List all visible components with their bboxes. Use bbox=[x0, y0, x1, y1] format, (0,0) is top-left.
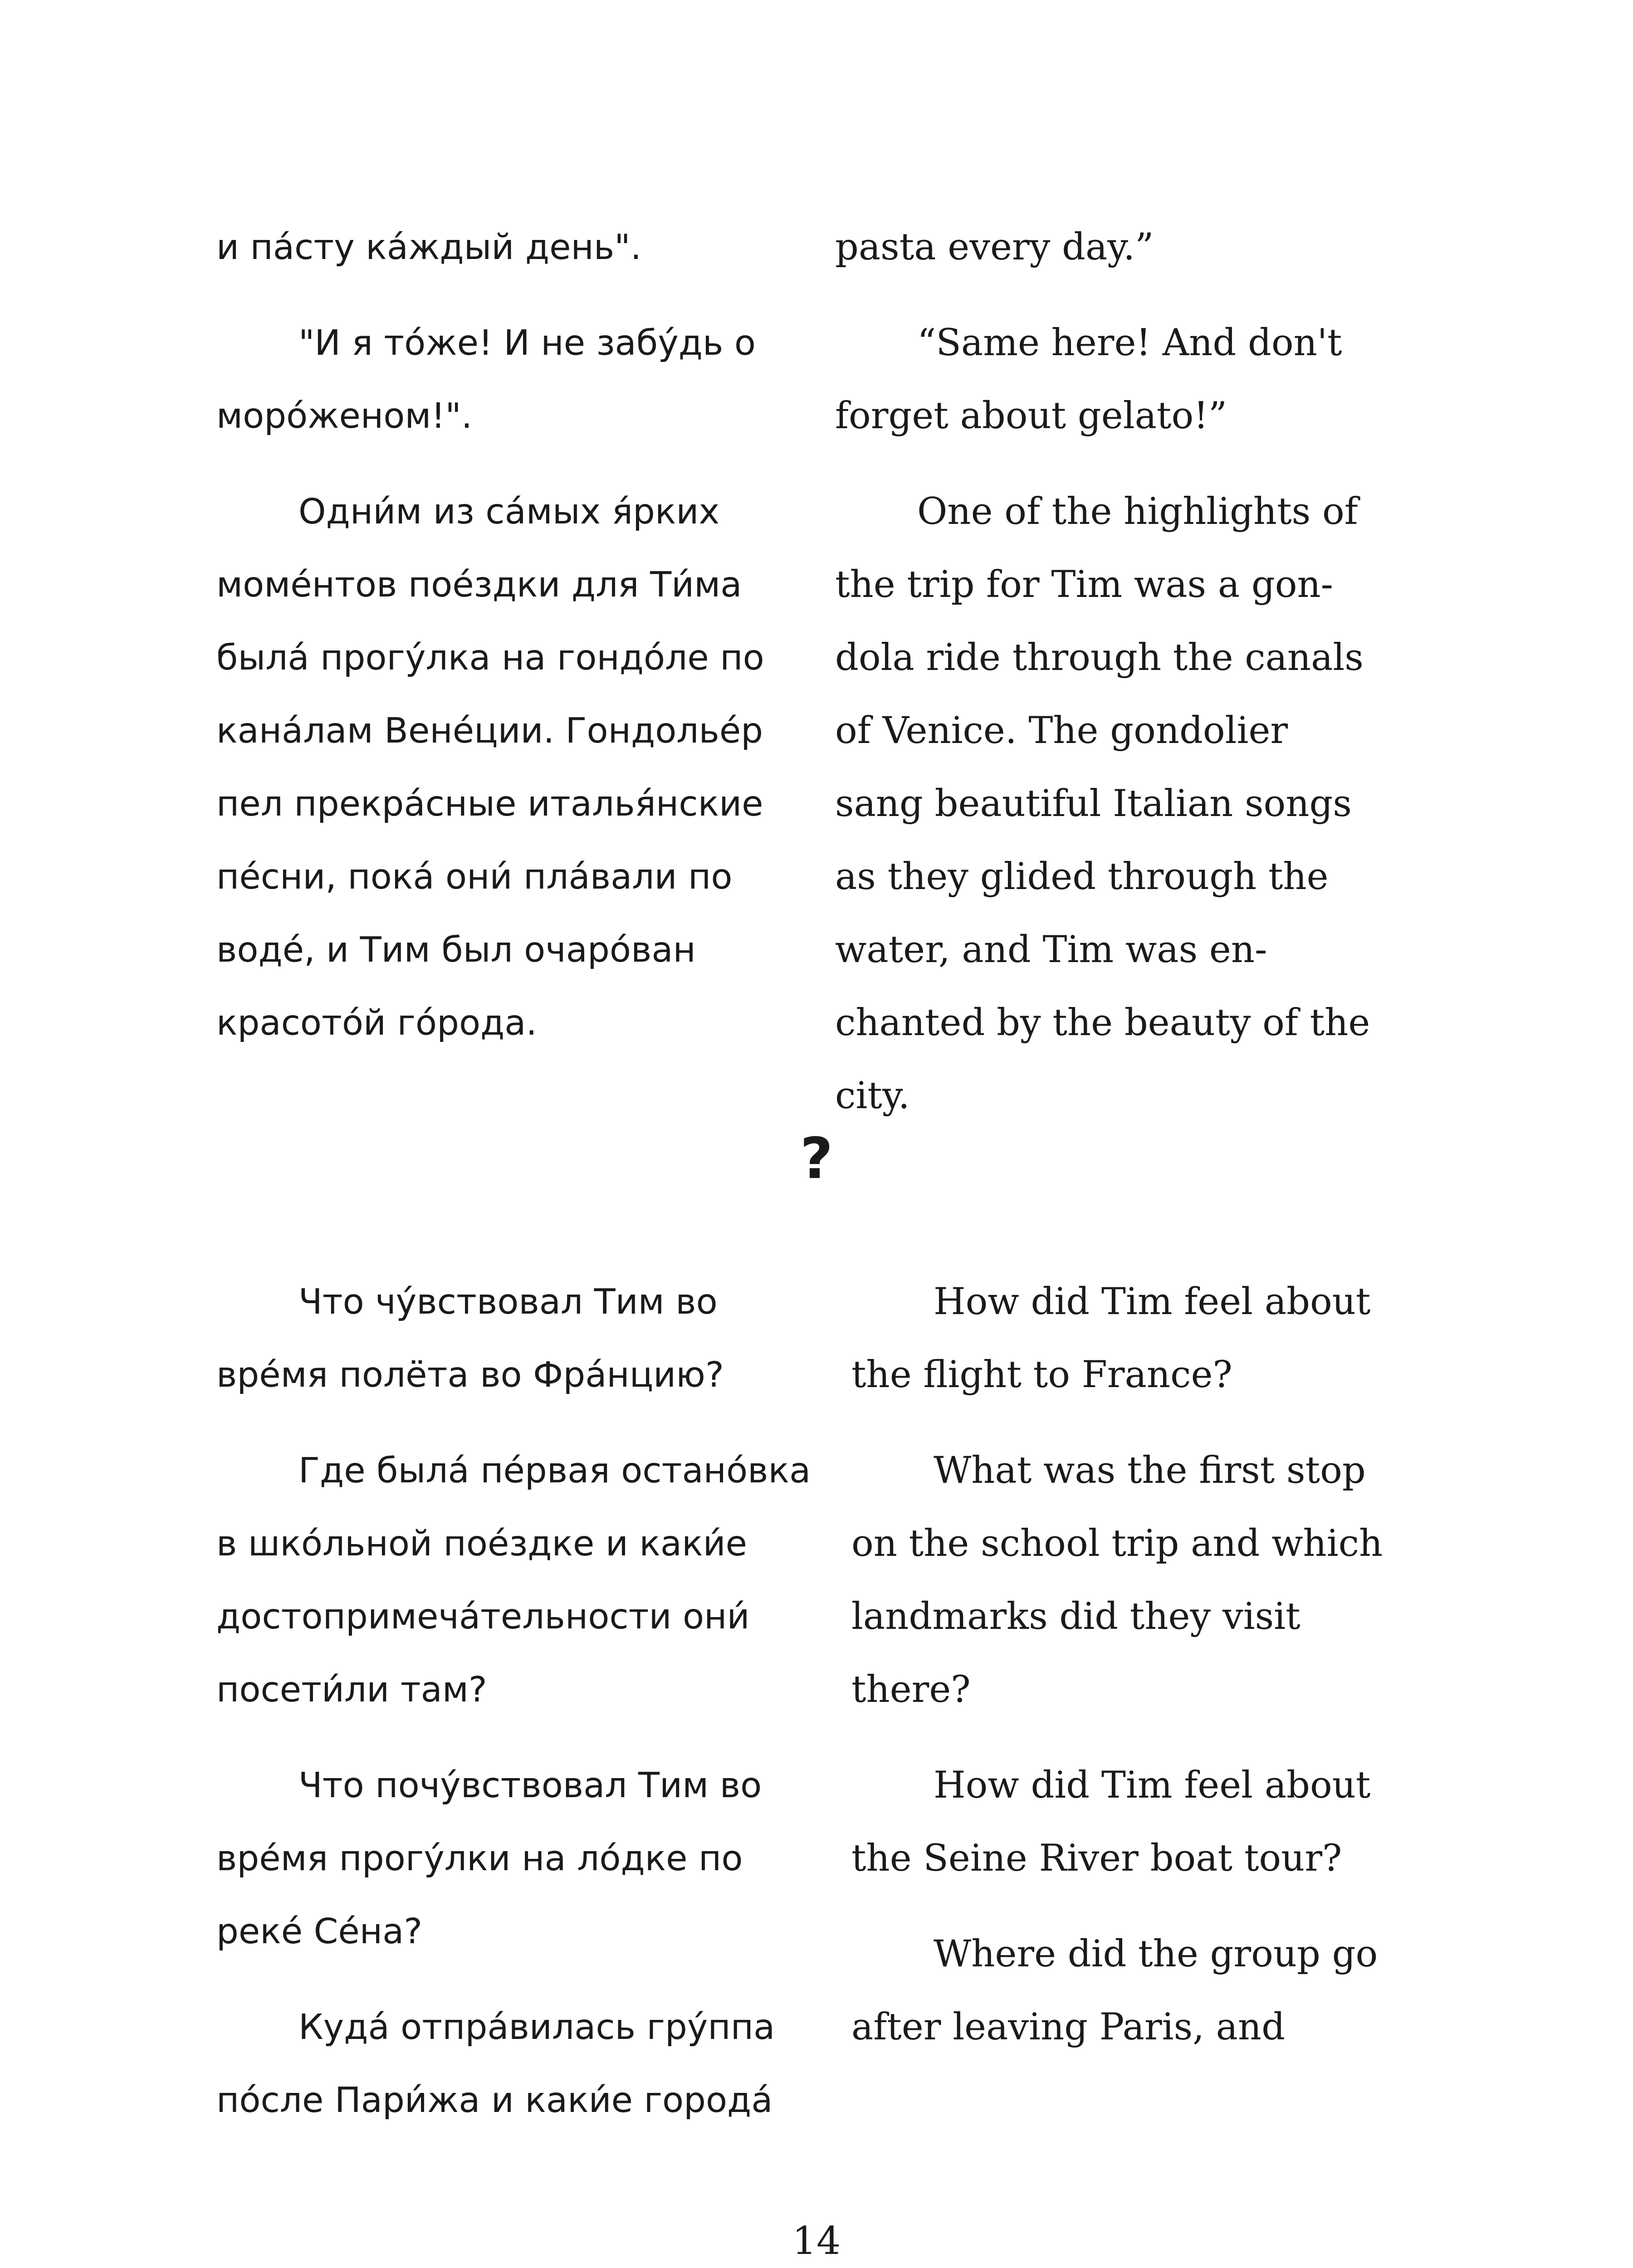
ru-paragraph: "И я то́же! И не забу́дь о моро́женом!". bbox=[216, 323, 756, 436]
en-paragraph: pasta every day.” bbox=[835, 226, 1154, 269]
ru-question: Что почу́вствовал Тим во вре́мя прогу́лки на ло́дке по реке́ Се́на? bbox=[216, 1765, 762, 1952]
english-text-column bbox=[835, 211, 1384, 1155]
en-question: What was the first stop on the school trip and which landmarks did they visit there? bbox=[851, 1449, 1383, 1711]
russian-questions-column bbox=[216, 1266, 820, 2160]
ru-paragraph: Одни́м из са́мых я́рких моме́нтов пое́здки для Ти́ма была́ прогу́лка на гондо́ле по кана́лам Вене́ции. Гондолье́р пел прекра́сные италья́нские пе́сни, пока́ они́ пла́вали по воде́, и Тим был очаро́ван красото́й го́рода. bbox=[216, 492, 764, 1043]
en-question: Where did the group go after leaving Paris, and bbox=[851, 1933, 1378, 2048]
en-question: How did Tim feel about the Seine River boat tour? bbox=[851, 1764, 1371, 1880]
en-paragraph: One of the highlights of the trip for Tim was a gondola ride through the canals of Venice. The gondolier sang beautiful Italian songs as they glided through the water, and Tim was enchanted by the beauty of the city. bbox=[835, 490, 1370, 1117]
en-paragraph: “Same here! And don't forget about gelato!” bbox=[835, 322, 1342, 437]
ru-paragraph: и па́сту ка́ждый день". bbox=[216, 227, 642, 268]
en-question: How did Tim feel about the flight to France? bbox=[851, 1281, 1371, 1396]
english-questions-column bbox=[851, 1266, 1387, 2087]
page-number: 14 bbox=[792, 2219, 841, 2263]
russian-text-column bbox=[216, 211, 820, 1082]
ru-question: Что чу́вствовал Тим во вре́мя полёта во Фра́нцию? bbox=[216, 1282, 724, 1395]
questions-divider: ? bbox=[800, 1126, 833, 1192]
ru-question: Куда́ отпра́вилась гру́ппа по́сле Пари́жа и каки́е города́ bbox=[216, 2007, 775, 2121]
ru-question: Где была́ пе́рвая остано́вка в шко́льной пое́здке и каки́е достопримеча́тельности они́ посети́ли там? bbox=[216, 1451, 811, 1710]
